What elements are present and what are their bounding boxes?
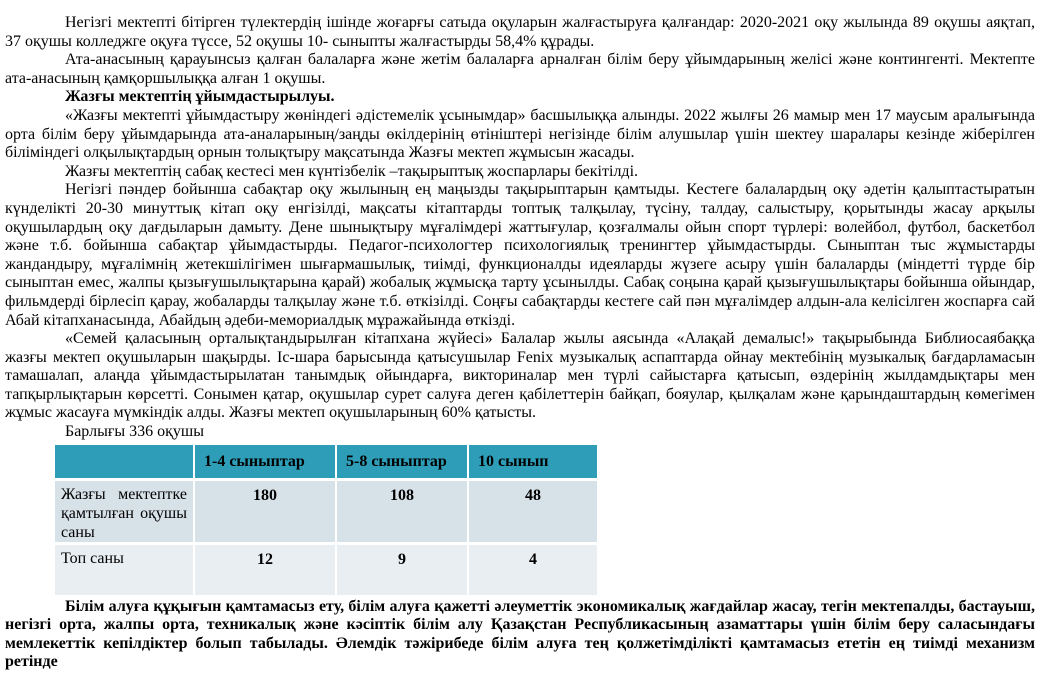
total-students-line: Барлығы 336 оқушы: [65, 423, 204, 441]
table-row-covered-students: [55, 481, 597, 542]
covered-students-1-4: 180: [195, 481, 335, 542]
table-header-empty-cell: [55, 445, 193, 478]
covered-students-5-8: 108: [337, 481, 467, 542]
summer-school-table: [53, 442, 599, 598]
table-header-grades-1-4: 1-4 сыныптар: [195, 445, 335, 478]
paragraph-schedule-approved: Жазғы мектептің сабақ кестесі мен күнтізбелік –тақырыптық жоспарлары бекітілді.: [65, 162, 639, 180]
row-label-group-count: Топ саны: [55, 545, 193, 595]
group-count-5-8: 9: [337, 545, 467, 595]
group-count-10: 4: [469, 545, 597, 595]
table-row-group-count: [55, 545, 597, 595]
group-count-1-4: 12: [195, 545, 335, 595]
heading-home-schooling: Білім алуға құқығын қамтамасыз ету, білім алуға қажетті әлеуметтік экономикалық жағдайлар жасау, тегін мектепалды, бастауыш, негізгі орта, жалпы орта, техникалық және кәсіптік білім алу Қазақстан Республикасының азаматтары үшін білім беру саласындағы мемлекеттік кепілдіктер болып табылады. Әлемдік тәжірибеде білім алуға тең қолжетімділікті қамтамасыз ететін ең тиімді механизм ретінде: [5, 597, 1035, 671]
table-header-row: [55, 445, 597, 478]
table-header-grades-5-8: 5-8 сыныптар: [337, 445, 467, 478]
table-header-grade-10: 10 сынып: [469, 445, 597, 478]
covered-students-10: 48: [469, 481, 597, 542]
paragraph-library-event: «Семей қаласының орталықтандырылған кітапхана жүйесі» Балалар жылы аясында «Алақай демалыс!» тақырыбында Библиосаябаққа жазғы мектеп оқушыларын шақырды. Іс-шара барысында қатысушылар Fenix музыкалық аспаптарда ойнау мектебінің музыкалық бағдарламасын тамашалап, алаңда ұйымдастырылатан танымдық ойындарға, викториналар мен түрлі сайыстарға қатысып, өздерінің жылдамдықтары мен тапқырлықтарын көрсетті. Сонымен қатар, оқушылар сурет салуға деген қабілеттерін байқап, бояулар, қылқалам және қарындаштардың көмегімен жұмыс жасауға мүмкіндік алды. Жазғы мектеп оқушыларының 60% қатысты.: [5, 330, 1035, 422]
paragraph-summer-school-basis: «Жазғы мектепті ұйымдастыру жөніндегі әдістемелік ұсынымдар» басшылыққа алынды. 2022 жылғы 26 мамыр мен 17 маусым аралығында орта білім беру ұйымдарында ата-аналарының/заңды өкілдерінің өтініштері негізінде білім алушылар үшін шектеу шаралары кезінде жіберілген біліміндегі олқылықтардың орнын толықтыру мақсатында Жазғы мектеп жұмысын жасады.: [5, 106, 1035, 162]
heading-summer-school-organization: Жазғы мектептің ұйымдастырылуы.: [65, 88, 335, 106]
paragraph-orphans-contingent: Ата-анасының қарауынсыз қалған балаларға және жетім балаларға арналған білім беру ұйымдарының желісі және контингенті. Мектепте ата-анасының қамқоршылыққа алған 1 оқушы.: [5, 51, 1035, 87]
row-label-covered-students: Жазғы мектептке қамтылған оқушы саны: [55, 481, 193, 542]
paragraph-graduates-stats: Негізгі мектепті бітірген түлектердің ішінде жоғарғы сатыда оқуларын жалғастыруға қалғандар: 2020-2021 оқу жылында 89 оқушы аяқтап, 37 оқушы колледжге оқуға түссе, 52 оқушы 10- сыныпты жалғастырды 58,4% құрады.: [5, 14, 1035, 50]
paragraph-core-subjects: Негізгі пәндер бойынша сабақтар оқу жылының ең маңызды тақырыптарын қамтыды. Кестеге балалардың оқу әдетін қалыптастыратын күнделікті 20-30 минуттық кітап оқу енгізілді, мақсаты кітаптарды топтық талқылау, түсіну, талдау, салыстыру, қорытынды жасау арқылы оқушылардың оқу дағдыларын дамыту. Дене шынықтыру мұғалімдері жаттығулар, қозғалмалы ойын спорт түрлері: волейбол, футбол, баскетбол және т.б. бойынша сабақтар ұйымдастырды. Педагог-психологтер психологиялық тренингтер ұйымдастырды. Сыныптан тыс жұмыстарды жандандыру, мұғалімнің жетекшілігімен шығармашылық, тиімді, функционалды идеяларды жүзеге асыру үшін балаларды (міндетті түрде бір сыныптан емес, жалпы қызығушылықтарына қарай) жобалық жұмысқа тарту ұсынылды. Сабақ соңына қарай қызығушылықтары бойынша ойындар, фильмдерді бірлесіп қарау, жобаларды талқылау және т.б. өткізілді. Соңғы сабақтарды кестеге сай пән мұғалімдер алдын-ала келісілген жоспарға сай Абай кітапханасында, Абайдың әдеби-мемориалдық мұражайында өткізді.: [5, 181, 1035, 329]
